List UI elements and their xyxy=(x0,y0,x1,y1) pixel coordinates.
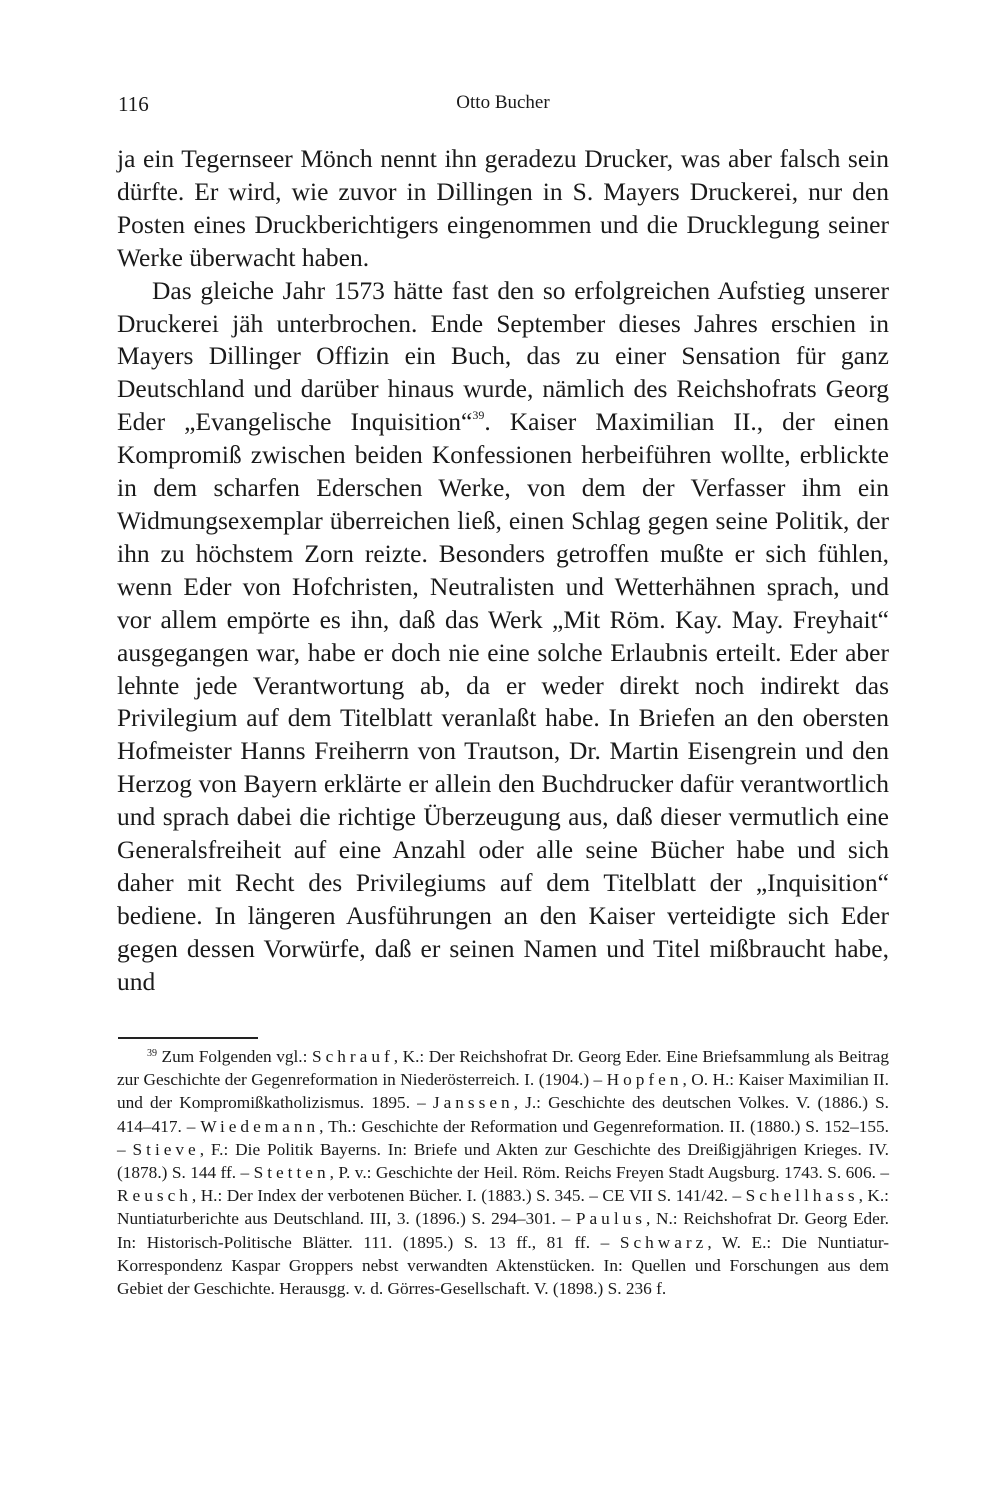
footnote-segment: , F.: Die Politik Bayerns. In: Briefe und Akten zur Geschichte des Dreißigjährigen Krieges. IV. (1878.) S. 144 ff. – xyxy=(117,1139,889,1183)
author-name: Hopfen xyxy=(606,1070,683,1090)
author-name: Schrauf xyxy=(311,1047,394,1066)
footnote-segment: , Th.: Geschichte der Reformation und Gegenreformation. II. (1880.) S. 152–155. – xyxy=(117,1116,889,1159)
footnote-segment: , N.: Reichshofrat Dr. Georg Eder. In: Historisch-Politische Blätter. 111. (1895.) S. 13 ff., 81 ff. – xyxy=(117,1209,889,1252)
author-name: Stieve xyxy=(132,1139,200,1159)
footnote-segment: , H.: Der Index der verbotenen Bücher. I. (1883.) S. 345. – CE VII S. 141/42. – xyxy=(191,1186,746,1206)
footnote-reference: 39 xyxy=(472,408,485,423)
author-name: Janssen xyxy=(432,1093,514,1113)
author-name: Schwarz xyxy=(619,1232,708,1252)
footnote-segment: , K.: Der Reichshofrat Dr. Georg Eder. Eine Briefsammlung als Beitrag zur Geschichte der Gegenreformation in Niederösterreich. I. (1904.) – xyxy=(117,1047,889,1090)
footnote-segment: , P. v.: Geschichte der Heil. Röm. Reichs Freyen Stadt Augsburg. 1743. S. 606. – xyxy=(329,1163,889,1183)
author-name: Schellhass xyxy=(745,1186,859,1206)
paragraph-2-part-a: Das gleiche Jahr 1573 hätte fast den so erfolgreichen Aufstieg unserer Druckerei jäh unterbrochen. Ende September dieses Jahres erschien in Mayers Dillinger Offizin ein Buch, das zu einer Sensation für ganz Deutschland und darüber hinaus wurde, nämlich des Reichshofrats Georg Eder „Evangelische Inquisition“ xyxy=(117,275,889,437)
paragraph-2-part-b: . Kaiser Maximilian II., der einen Kompromiß zwischen beiden Konfessionen herbeiführen wollte, erblickte in dem scharfen Ederschen Werke, von dem der Verfasser ihm ein Widmungsexemplar überreichen ließ, einen Schlag gegen seine Politik, der ihn zu höchstem Zorn reizte. Besonders getroffen mußte er sich fühlen, wenn Eder von Hofchristen, Neutralisten und Wetterhähnen sprach, und vor allem empörte es ihn, daß das Werk „Mit Röm. Kay. May. Freyhait“ ausgegangen war, habe er doch nie eine solche Erlaubnis erteilt. Eder aber lehnte jede Verantwortung ab, da er weder direkt noch indirekt das Privilegium auf dem Titelblatt veranlaßt habe. In Briefen an den obersten Hofmeister Hanns Freiherrn von Trautson, Dr. Martin Eisengrein und den Herzog von Bayern erklärte er allein den Buchdrucker dafür verantwortlich und sprach dabei die richtige Überzeugung aus, daß dieser vermutlich eine Generalsfreiheit auf eine Anzahl oder alle seine Bücher habe und sich daher mit Recht des Privilegiums auf dem Titelblatt der „Inquisition“ bediene. In längeren Ausführungen an den Kaiser verteidigte sich Eder gegen dessen Vorwürfe, daß er seinen Namen und Titel mißbraucht habe, und xyxy=(117,407,889,996)
author-name: Stetten xyxy=(253,1163,330,1183)
paragraph-2 xyxy=(117,275,889,999)
footnote-text xyxy=(117,1045,889,1300)
footnote-segment: , K.: Nuntiaturberichte aus Deutschland. III, 3. (1896.) S. 294–301. – xyxy=(117,1186,889,1229)
running-title: Otto Bucher xyxy=(456,92,550,113)
footnote-39 xyxy=(117,1045,889,1300)
footnote-separator xyxy=(118,1037,258,1039)
footnote-segment: , O. H.: Kaiser Maximilian II. und der Kompromißkatholizismus. 1895. – xyxy=(117,1070,890,1113)
author-name: Wiedemann xyxy=(200,1116,320,1136)
paragraph-1: ja ein Tegernseer Mönch nennt ihn geradezu Drucker, was aber falsch sein dürfte. Er wird, wie zuvor in Dillingen in S. Mayers Druckerei, nur den Posten eines Druckberichtigers eingenommen und die Drucklegung seiner Werke überwacht haben. xyxy=(117,144,889,272)
footnote-segment: , J.: Geschichte des deutschen Volkes. V. (1886.) S. 414–417. – xyxy=(117,1093,889,1136)
footnote-segment: , W. E.: Die Nuntiatur-Korrespondenz Kaspar Groppers nebst verwandten Aktenstücken. In: Quellen und Forschungen aus dem Gebiet der Geschichte. Herausgg. v. d. Görres-Gesellschaft. V. (1898.) S. 236 f. xyxy=(117,1232,889,1299)
author-name: Paulus xyxy=(575,1209,646,1229)
footnote-segment: Zum Folgenden vgl.: xyxy=(157,1047,312,1066)
page-header xyxy=(118,92,888,122)
main-text xyxy=(117,143,889,999)
author-name: Reusch xyxy=(117,1186,192,1206)
footnote-marker: 39 xyxy=(147,1048,157,1059)
page-number: 116 xyxy=(118,92,149,116)
